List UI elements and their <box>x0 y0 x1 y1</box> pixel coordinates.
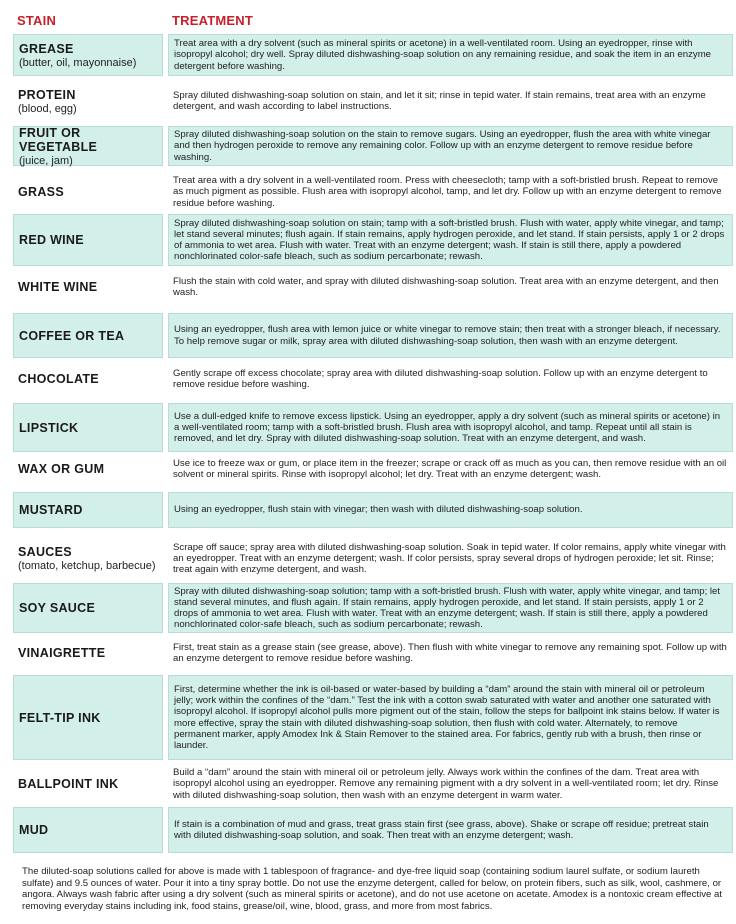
treatment-text: Spray diluted dishwashing-soap solution on stain, and let it sit; rinse in tepid water. If stain remains, treat area with an enzyme detergent, and wash according to label instructions. <box>173 89 706 112</box>
treatment-cell <box>168 172 733 212</box>
treatment-text: First, determine whether the ink is oil-based or water-based by building a “dam” around the stain with mineral oil or petroleum jelly; work within the confines of the “dam.” Test the ink with a cotton swab saturated with water and another one saturated with isopropyl alcohol. If isopropyl alcohol pulls more pigment out of the stain, follow the steps for ballpoint ink stains below. If water is more effective, spray the stain with diluted dishwashing-soap solution, then flush with cold water. Alternately, to remove permanent marker, apply Amodex Ink & Stain Remover to the stained area. For fabrics, gently rub with a brush, then rinse or launder. <box>174 684 720 751</box>
table-row <box>13 313 733 358</box>
stain-name-cell <box>13 535 163 582</box>
treatment-text: Spray diluted dishwashing-soap solution on stain; tamp with a soft-bristled brush. Flush with water, apply white vinegar, and tamp; let stand several minutes; flush again. If stain remains, apply hydrogen peroxide, and let stand. If stain persists, apply 1 or 2 drops of ammonia to wet area. Flush with water. Treat with an enzyme detergent; wash. If stain is still there, apply a powdered nonchlorinated color-safe bleach, such as sodium percarbonate; rewash. <box>174 217 725 263</box>
stain-name: LIPSTICK <box>19 420 79 435</box>
stain-name-cell <box>13 675 163 760</box>
treatment-cell <box>168 34 733 76</box>
stain-name: RED WINE <box>19 233 84 247</box>
treatment-text: Build a “dam” around the stain with mineral oil or petroleum jelly. Always work within the confines of the dam. Treat area with isopropyl alcohol using an eyedropper. Remove any remaining pigment with a dry solvent in a well-ventilated room; let dry. Rinse with diluted dishwashing-soap solution, then wash with an enzyme detergent in warm water. <box>173 767 719 801</box>
treatment-text: Use ice to freeze wax or gum, or place item in the freezer; scrape or crack off as much as you can, then remove residue with an oil solvent or mineral spirits. Rinse with isopropyl alcohol; let dry. Treat with an enzyme detergent; wash. <box>173 457 727 480</box>
table-row <box>13 126 733 166</box>
stain-name: CHOCOLATE <box>18 372 99 386</box>
stain-name: PROTEIN <box>18 87 76 102</box>
treatment-cell <box>168 313 733 358</box>
stain-examples: (blood, egg) <box>18 102 77 115</box>
footnote: The diluted-soap solutions called for above is made with 1 tablespoon of fragrance- and dye-free liquid soap (containing sodium laurel sulfate, or sodium laureth sulfate) and 9.5 ounces of water. Pour it into a tiny spray bottle. Do not use the enzyme detergent, called for below, on protein fibers, such as silk, wool, cashmere, or angora. Always wash fabric after using a dry solvent (such as mineral spirits or acetone), and do not use acetone on acetate. Amodex is a nontoxic cream effective at removing everyday stains including ink, food stains, grease/oil, wine, blood, grass, and more from most fabrics. <box>22 866 723 912</box>
stain-name-cell <box>13 359 163 399</box>
treatment-text: Spray with diluted dishwashing-soap solution; tamp with a soft-bristled brush. Flush with water, apply white vinegar, and tamp; let stand several minutes, and flush again. If stain remains, apply hydrogen peroxide, and let stand. If stain persists, apply 1 or 2 drops of ammonia to wet area. Flush with water. Treat with an enzyme detergent; wash. If stain is still there, apply a powdered nonchlorinated color-safe bleach, such as sodium percarbonate; rewash. <box>174 585 721 631</box>
stain-name: GRASS <box>18 185 64 199</box>
stain-name: WHITE WINE <box>18 280 98 294</box>
stain-name: MUSTARD <box>19 503 83 517</box>
treatment-cell <box>168 675 733 760</box>
stain-name-cell <box>13 172 163 212</box>
stain-name-cell <box>13 214 163 266</box>
stain-name-cell <box>13 81 163 121</box>
table-row <box>13 34 733 76</box>
treatment-cell <box>168 359 733 399</box>
stain-name-cell <box>13 34 163 76</box>
stain-name-cell <box>13 449 163 489</box>
stain-name: GREASE <box>19 41 74 56</box>
table-row <box>13 492 733 528</box>
treatment-text: Flush the stain with cold water, and spray with diluted dishwashing-soap solution. Treat area with an enzyme detergent, and then wash. <box>173 275 719 298</box>
table-row <box>13 583 733 633</box>
stain-name: MUD <box>19 823 49 837</box>
table-row <box>13 214 733 266</box>
table-row <box>13 359 733 399</box>
treatment-cell <box>168 267 733 307</box>
table-row <box>13 762 733 806</box>
table-row <box>13 81 733 121</box>
stain-name-cell <box>13 583 163 633</box>
treatment-text: Gently scrape off excess chocolate; spray area with diluted dishwashing-soap solution. Follow up with an enzyme detergent to remove residue before washing. <box>173 367 708 390</box>
treatment-text: Using an eyedropper, flush stain with vinegar; then wash with diluted dishwashing-soap solution. <box>174 504 583 516</box>
stain-name: SAUCES <box>18 545 72 559</box>
treatment-text: First, treat stain as a grease stain (see grease, above). Then flush with white vinegar to remove any remaining spot. Follow up with an enzyme detergent to remove residue before washing. <box>173 641 727 664</box>
treatment-text: Use a dull-edged knife to remove excess lipstick. Using an eyedropper, apply a dry solvent (such as mineral spirits or acetone) in a well-ventilated room; tamp with a soft-bristled brush. Flush area with isopropyl alcohol, and tamp. Repeat until all stain is removed, and let dry. Spray with diluted dishwashing-soap solution. Treat with an enzyme detergent, and wash. <box>174 410 721 445</box>
treatment-cell <box>168 81 733 121</box>
stain-name-cell <box>13 267 163 307</box>
stain-column-header: STAIN <box>17 13 57 28</box>
table-row <box>13 449 733 489</box>
treatment-cell <box>168 762 733 806</box>
stain-name-cell <box>13 126 163 166</box>
treatment-text: Scrape off sauce; spray area with diluted dishwashing-soap solution. Soak in tepid water. If color remains, apply white vinegar with an eyedropper. Treat with an enzyme detergent; wash. If color persists, spray several drops of hydrogen peroxide; let sit. Rinse; treat again with enzyme detergent, and wash. <box>173 541 726 576</box>
treatment-cell <box>168 449 733 489</box>
stain-name: BALLPOINT INK <box>18 777 119 791</box>
table-row <box>13 172 733 212</box>
treatment-cell <box>168 807 733 853</box>
stain-name: FRUIT OR VEGETABLE <box>19 125 98 154</box>
stain-name: WAX OR GUM <box>18 462 105 476</box>
stain-name: COFFEE OR TEA <box>19 328 125 343</box>
stain-name-cell <box>13 762 163 806</box>
stain-name-cell <box>13 807 163 853</box>
treatment-text: Spray diluted dishwashing-soap solution on the stain to remove sugars. Using an eyedropper, flush the area with white vinegar and then hydrogen peroxide to remove any remaining color. Follow up with an enzyme detergent to remove residue before washing. <box>174 129 711 163</box>
stain-name-cell <box>13 313 163 358</box>
treatment-cell <box>168 492 733 528</box>
treatment-text: Treat area with a dry solvent in a well-ventilated room. Press with cheesecloth; tamp with a soft-bristled brush. Repeat to remove as much pigment as possible. Flush area with isopropyl alcohol, tamp, and let dry. Follow up with an enzyme detergent to remove residue before washing. <box>173 175 722 209</box>
treatment-cell <box>168 535 733 582</box>
treatment-cell <box>168 126 733 166</box>
treatment-cell <box>168 633 733 673</box>
treatment-text: If stain is a combination of mud and grass, treat grass stain first (see grass, above). Shake or scrape off residue; pretreat stain with diluted dishwashing-soap solution, and soak. Then treat with an enzyme detergent; wash. <box>174 818 709 841</box>
treatment-cell <box>168 583 733 633</box>
stain-examples: (butter, oil, mayonnaise) <box>19 56 137 69</box>
table-row <box>13 807 733 853</box>
table-row <box>13 633 733 673</box>
treatment-cell <box>168 214 733 266</box>
stain-name: SOY SAUCE <box>19 601 96 615</box>
table-row <box>13 675 733 760</box>
treatment-cell <box>168 403 733 452</box>
treatment-column-header: TREATMENT <box>172 13 253 28</box>
treatment-text: Treat area with a dry solvent (such as mineral spirits or acetone) in a well-ventilated room. Using an eyedropper, rinse with isopropyl alcohol; dry well. Spray diluted dishwashing-soap solution on any remaining residue, and soak the item in an enzyme detergent before washing. <box>174 38 712 72</box>
stain-name-cell <box>13 633 163 673</box>
table-row <box>13 535 733 582</box>
treatment-text: Using an eyedropper, flush area with lemon juice or white vinegar to remove stain; then treat with a stronger bleach, if necessary. To help remove sugar or milk, spray area with diluted dishwashing-soap solution, then wash with an enzyme detergent. <box>174 324 721 347</box>
stain-name-cell <box>13 403 163 452</box>
stain-examples: (juice, jam) <box>19 154 73 167</box>
stain-name: FELT-TIP INK <box>19 710 101 725</box>
stain-examples: (tomato, ketchup, barbecue) <box>18 560 156 572</box>
stain-name-cell <box>13 492 163 528</box>
table-row <box>13 267 733 307</box>
stain-name: VINAIGRETTE <box>18 646 106 660</box>
table-row <box>13 403 733 452</box>
